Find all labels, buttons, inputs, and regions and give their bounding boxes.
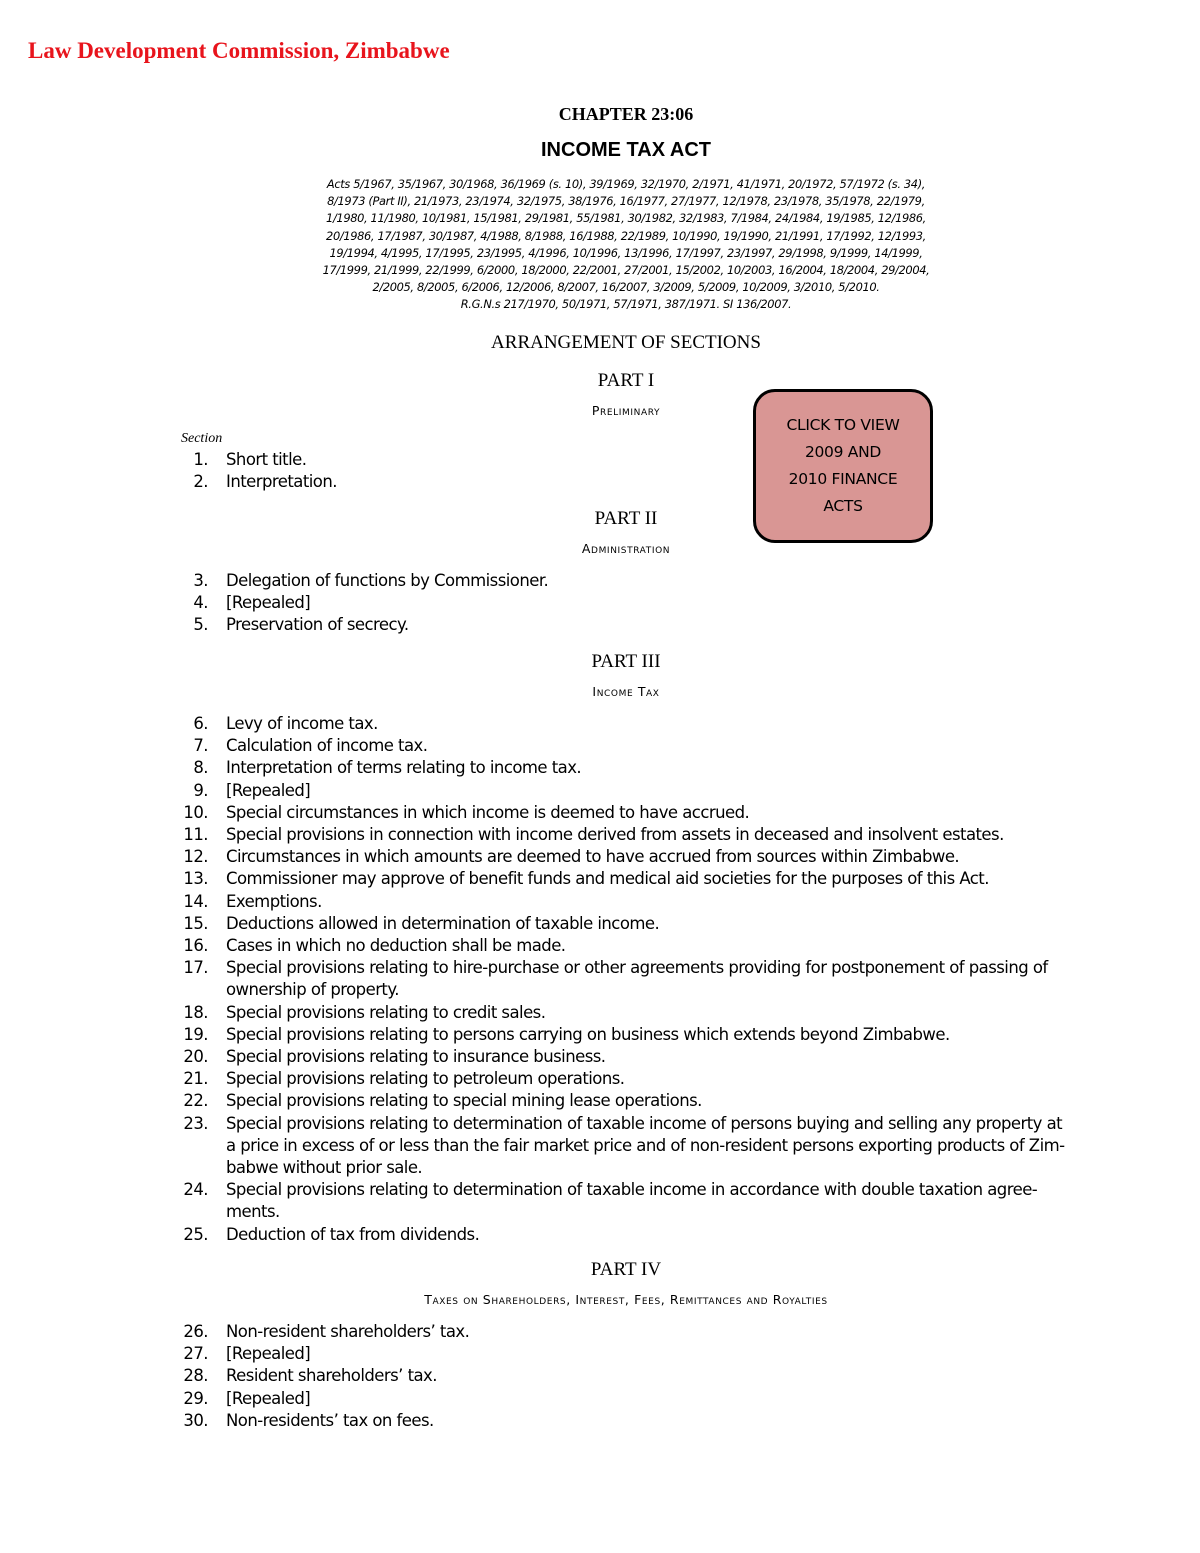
section-number: 17. bbox=[183, 958, 208, 978]
arrangement-heading: ARRANGEMENT OF SECTIONS bbox=[491, 332, 761, 353]
acts-line: 2/2005, 8/2005, 6/2006, 12/2006, 8/2007, 16/2007, 3/2009, 5/2009, 10/2009, 3/2010, 5/2010. bbox=[372, 280, 880, 295]
section-title: [Repealed] bbox=[226, 780, 311, 800]
section-number: 25. bbox=[183, 1224, 208, 1244]
section-number: 22. bbox=[183, 1091, 208, 1111]
section-number: 18. bbox=[183, 1002, 208, 1022]
section-title: Special provisions relating to persons carrying on business which extends beyond Zimbabwe. bbox=[226, 1024, 950, 1044]
section-number: 6. bbox=[193, 714, 208, 733]
section-number: 21. bbox=[183, 1069, 208, 1089]
acts-line: R.G.N.s 217/1970, 50/1971, 57/1971, 387/1971. SI 136/2007. bbox=[460, 297, 792, 312]
act-title: INCOME TAX ACT bbox=[541, 139, 711, 161]
finance-box-line: ACTS bbox=[823, 497, 863, 515]
section-title: [Repealed] bbox=[226, 593, 311, 613]
section-number: 5. bbox=[193, 615, 208, 635]
section-title: Circumstances in which amounts are deemed to have accrued from sources within Zimbabwe. bbox=[226, 847, 960, 867]
acts-line: 1/1980, 11/1980, 10/1981, 15/1981, 29/1981, 55/1981, 30/1982, 32/1983, 7/1984, 24/1984, 19/1985, 12/1986, bbox=[326, 211, 926, 226]
part-4-heading: PART IV bbox=[590, 1259, 662, 1280]
acts-line: 19/1994, 4/1995, 17/1995, 23/1995, 4/1996, 10/1996, 13/1996, 17/1997, 23/1997, 29/1998, 9/1999, 14/1999, bbox=[329, 245, 923, 260]
part-3-heading: PART III bbox=[591, 651, 661, 672]
finance-box-line: 2010 FINANCE bbox=[788, 470, 898, 488]
finance-box-line: 2009 AND bbox=[804, 443, 882, 461]
part-1-subheading: Preliminary bbox=[591, 403, 661, 418]
section-number: 27. bbox=[183, 1344, 208, 1364]
section-number: 12. bbox=[183, 847, 208, 867]
section-number: 13. bbox=[183, 869, 208, 889]
section-title: Interpretation. bbox=[226, 472, 337, 492]
section-number: 24. bbox=[183, 1180, 208, 1200]
acts-line: 20/1986, 17/1987, 30/1987, 4/1988, 8/1988, 16/1988, 22/1989, 10/1990, 19/1990, 21/1991, 17/1992, 12/1993, bbox=[326, 228, 926, 243]
section-number: 19. bbox=[183, 1024, 208, 1044]
section-title: Special provisions relating to insurance business. bbox=[226, 1047, 606, 1066]
section-title: Special circumstances in which income is deemed to have accrued. bbox=[226, 802, 750, 822]
section-title: Special provisions relating to hire-purchase or other agreements providing for postponement of passing of bbox=[226, 958, 1048, 978]
section-title: Delegation of functions by Commissioner. bbox=[226, 571, 549, 590]
section-number: 9. bbox=[193, 780, 208, 800]
section-number: 11. bbox=[183, 825, 208, 844]
section-title: [Repealed] bbox=[226, 1388, 311, 1408]
section-title: Short title. bbox=[226, 450, 307, 469]
section-title: Special provisions relating to determination of taxable income in accordance with double taxation agree- bbox=[226, 1180, 1038, 1200]
part-4-subheading: Taxes on Shareholders, Interest, Fees, Remittances and Royalties bbox=[424, 1292, 828, 1307]
section-number: 23. bbox=[183, 1113, 208, 1133]
section-title: Special provisions relating to credit sales. bbox=[226, 1002, 546, 1022]
amending-acts-list bbox=[270, 176, 982, 314]
section-title: Preservation of secrecy. bbox=[226, 615, 409, 635]
chapter-title: CHAPTER 23:06 bbox=[558, 104, 694, 124]
finance-box-line: CLICK TO VIEW bbox=[786, 416, 900, 434]
section-number: 2. bbox=[193, 472, 208, 492]
section-title: [Repealed] bbox=[226, 1344, 311, 1364]
section-number: 4. bbox=[193, 593, 208, 613]
section-number: 28. bbox=[183, 1366, 208, 1386]
section-title: Calculation of income tax. bbox=[226, 736, 428, 756]
section-title: Special provisions relating to special mining lease operations. bbox=[226, 1091, 702, 1111]
part-2-subheading: Administration bbox=[581, 541, 671, 556]
section-title: Cases in which no deduction shall be made. bbox=[226, 936, 566, 955]
section-title: a price in excess of or less than the fair market price and of non-resident persons exporting products of Zim- bbox=[226, 1135, 1065, 1155]
part-3-subheading: Income Tax bbox=[592, 684, 660, 699]
section-title: Non-residents’ tax on fees. bbox=[226, 1410, 434, 1430]
section-title: Special provisions in connection with income derived from assets in deceased and insolvent estates. bbox=[226, 825, 1004, 844]
section-number: 10. bbox=[183, 802, 208, 822]
section-title: ments. bbox=[226, 1202, 280, 1222]
section-number: 29. bbox=[183, 1388, 208, 1408]
document-header-org: Law Development Commission, Zimbabwe bbox=[28, 38, 450, 63]
acts-line: 17/1999, 21/1999, 22/1999, 6/2000, 18/2000, 22/2001, 27/2001, 15/2002, 10/2003, 16/2004, 18/2004, 29/2004, bbox=[322, 263, 930, 278]
acts-line: 8/1973 (Part II), 21/1973, 23/1974, 32/1975, 38/1976, 16/1977, 27/1977, 12/1978, 23/1978, 35/1978, 22/1979, bbox=[327, 194, 925, 209]
section-number: 20. bbox=[183, 1047, 208, 1066]
section-number: 3. bbox=[193, 571, 208, 590]
section-title: Special provisions relating to petroleum operations. bbox=[226, 1069, 625, 1089]
section-title: Interpretation of terms relating to income tax. bbox=[226, 758, 582, 778]
section-title: Commissioner may approve of benefit funds and medical aid societies for the purposes of this Act. bbox=[226, 869, 989, 889]
section-number: 14. bbox=[183, 891, 208, 911]
section-number: 7. bbox=[193, 736, 208, 756]
part-1-heading: PART I bbox=[597, 370, 655, 391]
section-title: Exemptions. bbox=[226, 891, 322, 911]
section-title: Deduction of tax from dividends. bbox=[226, 1224, 480, 1244]
section-title: ownership of property. bbox=[226, 980, 399, 1000]
section-number: 8. bbox=[193, 758, 208, 778]
section-title: Special provisions relating to determination of taxable income of persons buying and selling any property at bbox=[226, 1113, 1063, 1133]
section-title: Levy of income tax. bbox=[226, 714, 378, 733]
section-column-label: Section bbox=[181, 431, 223, 446]
section-number: 1. bbox=[193, 450, 208, 469]
section-title: babwe without prior sale. bbox=[226, 1157, 423, 1177]
section-title: Non-resident shareholders’ tax. bbox=[226, 1322, 470, 1341]
part-2-heading: PART II bbox=[594, 508, 658, 529]
acts-line: Acts 5/1967, 35/1967, 30/1968, 36/1969 (s. 10), 39/1969, 32/1970, 2/1971, 41/1971, 20/1972, 57/1972 (s. 34), bbox=[326, 177, 926, 191]
section-number: 15. bbox=[183, 913, 208, 933]
section-number: 26. bbox=[183, 1322, 208, 1341]
section-title: Resident shareholders’ tax. bbox=[226, 1366, 437, 1386]
section-number: 30. bbox=[183, 1410, 208, 1430]
section-title: Deductions allowed in determination of taxable income. bbox=[226, 913, 660, 933]
section-number: 16. bbox=[183, 936, 208, 955]
